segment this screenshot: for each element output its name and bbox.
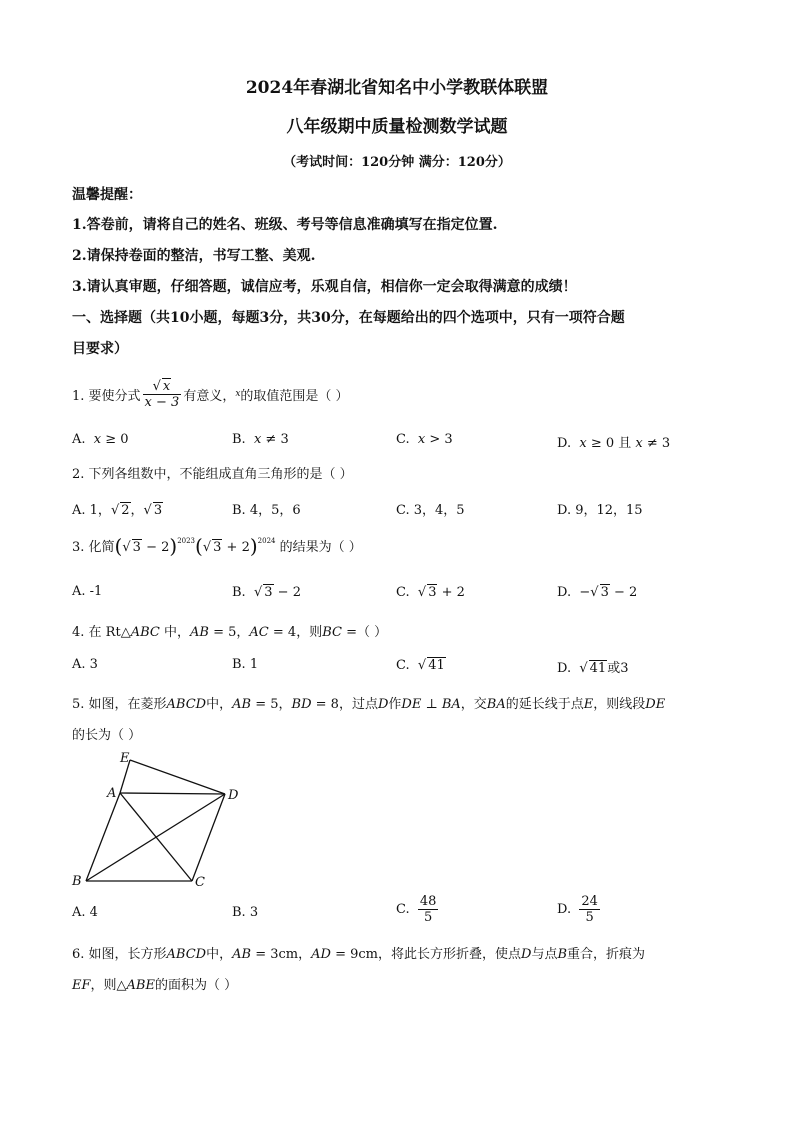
reminder-item: 2.请保持卷面的整洁，书写工整、美观. bbox=[72, 248, 316, 264]
question-text: 的取值范围是（ ） bbox=[240, 388, 349, 404]
question-text: 中， bbox=[206, 697, 233, 712]
question-1 bbox=[72, 372, 349, 416]
label-b: B bbox=[72, 874, 82, 889]
question-text: 作 bbox=[388, 697, 402, 712]
segment-ab bbox=[86, 793, 120, 881]
question-text: ，则 bbox=[90, 978, 117, 993]
question-text: ，交 bbox=[460, 697, 487, 712]
exam-subtitle: 八年级期中质量检测数学试题 bbox=[286, 117, 508, 137]
label-a: A bbox=[107, 786, 117, 801]
question-text: 5. 如图，在菱形 bbox=[72, 697, 167, 712]
question-6-cont: EF，则△ABE的面积为（ ） bbox=[72, 978, 238, 993]
option-b[interactable]: B. 4，5，6 bbox=[232, 503, 301, 518]
option-label: D. bbox=[557, 902, 572, 917]
option-b[interactable]: B. √ 3 − 2 bbox=[232, 585, 301, 600]
question-text: 的结果为（ ） bbox=[279, 540, 362, 555]
option-c[interactable]: C. √ 3 + 2 bbox=[396, 585, 465, 600]
label-c: C bbox=[195, 875, 205, 890]
section-heading: 一、选择题（共10小题，每题3分，共30分，在每题给出的四个选项中，只有一项符合题 bbox=[72, 310, 625, 326]
option-label: A. 1， bbox=[72, 503, 111, 518]
option-d[interactable]: D. −√ 3 − 2 bbox=[557, 585, 638, 600]
question-text: ，过点 bbox=[338, 697, 378, 712]
label-e: E bbox=[120, 751, 130, 766]
question-text: 与点 bbox=[531, 947, 558, 962]
segment-ed bbox=[130, 760, 225, 794]
option-label: D. bbox=[557, 661, 572, 676]
question-text: 中， bbox=[163, 625, 190, 640]
option-c[interactable] bbox=[396, 894, 438, 925]
label-d: D bbox=[228, 788, 239, 803]
option-d[interactable]: D. 9，12，15 bbox=[557, 503, 643, 518]
question-text: （ ） bbox=[356, 625, 388, 640]
option-c[interactable]: C. √ 41 bbox=[396, 658, 445, 673]
exam-info: （考试时间：120分钟 满分：120分） bbox=[283, 155, 511, 170]
section-heading-cont: 目要求） bbox=[72, 341, 128, 357]
option-c[interactable]: C. x > 3 bbox=[396, 432, 453, 447]
question-text: ， bbox=[298, 947, 312, 962]
option-label: D. bbox=[557, 436, 572, 451]
question-text: 的延长线于点 bbox=[505, 697, 584, 712]
question-text: 有意义， bbox=[183, 388, 236, 404]
option-d[interactable]: D. √ 41或3 bbox=[557, 661, 629, 676]
question-text: 重合，折痕为 bbox=[567, 947, 646, 962]
question-text: 1. 要使分式 bbox=[72, 388, 141, 404]
reminder-heading: 温馨提醒： bbox=[72, 187, 142, 203]
question-2: 2. 下列各组数中，不能组成直角三角形的是（ ） bbox=[72, 467, 353, 482]
question-text: ，将此长方形折叠，使点 bbox=[378, 947, 522, 962]
option-b[interactable]: B. x ≠ 3 bbox=[232, 432, 289, 447]
option-d[interactable]: D. x ≥ 0 且 x ≠ 3 bbox=[557, 436, 671, 451]
diagonal-ac bbox=[120, 793, 192, 881]
option-text: 或3 bbox=[607, 661, 629, 676]
option-a[interactable]: A. 1，√ 2，√ 3 bbox=[72, 503, 163, 518]
diagonal-bd bbox=[86, 794, 225, 881]
option-label: C. bbox=[396, 658, 410, 673]
option-label: B. bbox=[232, 432, 246, 447]
question-5-cont: 的长为（ ） bbox=[72, 728, 142, 743]
segment-ad bbox=[120, 793, 225, 794]
option-d[interactable] bbox=[557, 894, 600, 925]
fraction: $\frac{24}{5}$ bbox=[581, 894, 598, 925]
option-a[interactable]: A. 4 bbox=[72, 905, 98, 920]
fraction: $\frac{√ x}{x - 3}$ bbox=[144, 379, 180, 410]
fraction: $\frac{48}{5}$ bbox=[419, 894, 437, 925]
option-c[interactable]: C. 3，4，5 bbox=[396, 503, 465, 518]
option-a[interactable]: A. -1 bbox=[72, 584, 103, 599]
question-text: 6. 如图，长方形 bbox=[72, 947, 167, 962]
rhombus-figure bbox=[68, 748, 258, 893]
option-a[interactable]: A. 3 bbox=[72, 657, 98, 672]
question-5: 5. 如图，在菱形ABCD中，AB = 5，BD = 8，过点D作DE ⊥ BA，交BA的延长线于点E，则线段DE bbox=[72, 697, 666, 712]
question-text: ，则 bbox=[296, 625, 323, 640]
segment-cd bbox=[192, 794, 225, 881]
question-text: 4. 在 bbox=[72, 625, 102, 640]
option-label: B. bbox=[232, 585, 246, 600]
question-text: 中， bbox=[206, 947, 233, 962]
question-text: 3. 化简 bbox=[72, 540, 115, 555]
option-label: D. bbox=[557, 585, 572, 600]
question-text: ， bbox=[236, 625, 250, 640]
question-4: 4. 在 Rt△ABC 中，AB = 5，AC = 4，则BC =（ ） bbox=[72, 625, 388, 640]
option-b[interactable]: B. 1 bbox=[232, 657, 259, 672]
option-label: C. bbox=[396, 902, 410, 917]
option-label: C. bbox=[396, 432, 410, 447]
exponent: 2023 bbox=[177, 537, 196, 545]
variable: x bbox=[235, 389, 241, 399]
option-b[interactable]: B. 3 bbox=[232, 905, 259, 920]
question-6: 6. 如图，长方形ABCD中，AB = 3cm，AD = 9cm，将此长方形折叠，使点D与点B重合，折痕为 bbox=[72, 947, 646, 962]
exam-title: 2024年春湖北省知名中小学教联体联盟 bbox=[245, 78, 549, 98]
question-text: ，则线段 bbox=[593, 697, 646, 712]
option-label: C. bbox=[396, 585, 410, 600]
question-3: 3. 化简(√ 3 − 2)$^{2023}$(√ 3 + 2)$^{2024}$ 的结果为（ ） bbox=[72, 534, 362, 558]
exponent: 2024 bbox=[257, 537, 276, 545]
option-label: A. bbox=[72, 432, 86, 447]
option-a[interactable]: A. x ≥ 0 bbox=[72, 432, 129, 447]
question-text: 的面积为（ ） bbox=[154, 978, 238, 993]
reminder-item: 3.请认真审题，仔细答题，诚信应考，乐观自信，相信你一定会取得满意的成绩！ bbox=[72, 279, 577, 295]
reminder-item: 1.答卷前，请将自己的姓名、班级、考号等信息准确填写在指定位置. bbox=[72, 217, 498, 233]
